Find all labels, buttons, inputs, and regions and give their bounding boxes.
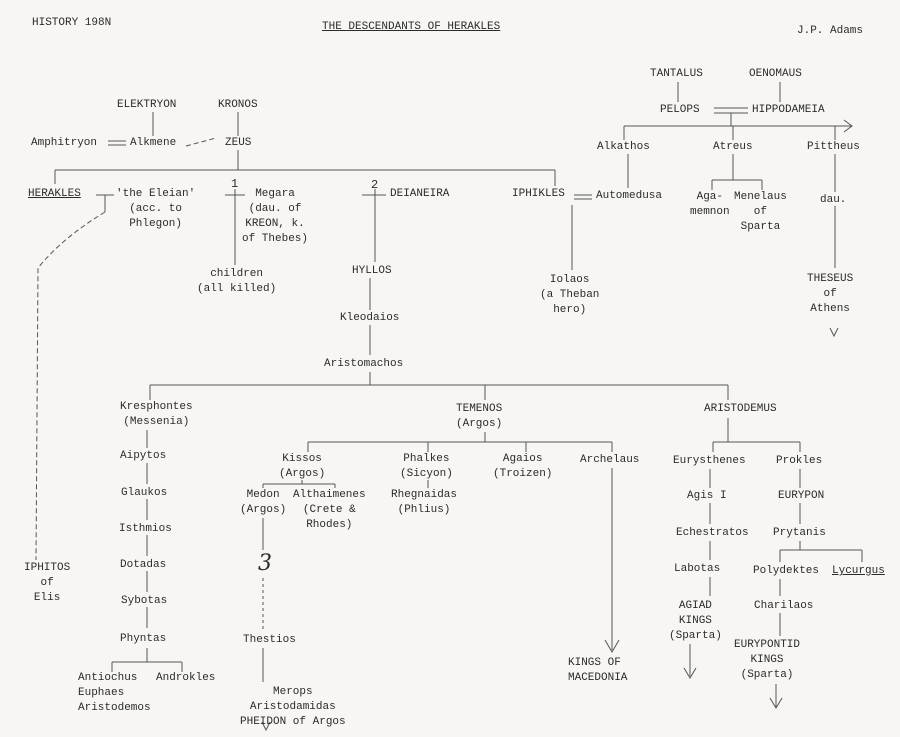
node-phyntas: Phyntas [120,633,167,645]
node-menelaus: Menelaus of Sparta [734,191,787,233]
node-althaimenes: Althaimenes (Crete & Rhodes) [293,489,366,531]
node-temenos: TEMENOS (Argos) [456,403,503,430]
node-theseus: THESEUS of Athens [807,273,854,315]
node-herakles: HERAKLES [28,188,81,200]
node-iphikles: IPHIKLES [512,188,565,200]
node-lycurgus: Lycurgus [832,565,885,577]
node-labotas: Labotas [674,563,721,575]
node-pelops: PELOPS [660,104,700,116]
node-eurypon: EURYPON [778,490,825,502]
node-prokles: Prokles [776,455,823,467]
node-iolaos: Iolaos (a Theban hero) [540,274,600,316]
node-agamemnon: Aga- memnon [690,191,730,218]
node-kissos: Kissos (Argos) [279,453,326,480]
node-phalkes: Phalkes (Sicyon) [400,453,453,480]
marriage-number-2: 2 [371,178,379,192]
node-agiad-kings: AGIAD KINGS (Sparta) [669,600,722,642]
author-label: J.P. Adams [797,25,864,37]
node-antiochus: Antiochus Euphaes Aristodemos [78,672,151,714]
node-automedusa: Automedusa [596,190,663,202]
node-alkathos: Alkathos [597,141,650,153]
node-aristomachos: Aristomachos [324,358,404,370]
page-title: THE DESCENDANTS OF HERAKLES [322,21,501,33]
node-kresphontes: Kresphontes (Messenia) [120,401,193,428]
node-glaukos: Glaukos [121,487,168,499]
node-deianeira: DEIANEIRA [390,188,450,200]
node-pittheus: Pittheus [807,141,860,153]
node-tantalus: TANTALUS [650,68,703,80]
node-megara: Megara (dau. of KREON, k. of Thebes) [242,188,309,245]
node-agis: Agis I [687,490,727,502]
node-archelaus: Archelaus [580,454,640,466]
node-iphitos: IPHITOS of Elis [24,562,71,604]
node-kronos: KRONOS [218,99,258,111]
node-thestios: Thestios [243,634,296,646]
node-charilaos: Charilaos [754,600,814,612]
node-kleodaios: Kleodaios [340,312,400,324]
node-the-eleian: 'the Eleian' (acc. to Phlegon) [116,188,196,230]
node-polydektes: Polydektes [753,565,820,577]
node-eurysthenes: Eurysthenes [673,455,746,467]
node-medon: Medon (Argos) [240,489,287,516]
node-elektryon: ELEKTRYON [117,99,177,111]
node-aristodemus: ARISTODEMUS [704,403,777,415]
generation-gap-3: 3 [258,551,272,576]
node-alkmene: Alkmene [130,137,177,149]
node-hippodameia: HIPPODAMEIA [752,104,825,116]
node-rhegnaidas: Rhegnaidas (Phlius) [391,489,458,516]
node-dotadas: Dotadas [120,559,167,571]
node-sybotas: Sybotas [121,595,168,607]
node-eurypontid-kings: EURYPONTID KINGS (Sparta) [734,639,801,681]
node-zeus: ZEUS [225,137,252,149]
node-isthmios: Isthmios [119,523,172,535]
node-prytanis: Prytanis [773,527,826,539]
node-aipytos: Aipytos [120,450,167,462]
node-children: children (all killed) [197,268,277,295]
node-amphitryon: Amphitryon [31,137,98,149]
node-merops: Merops Aristodamidas PHEIDON of Argos [240,686,346,728]
node-kings-of-macedonia: KINGS OF MACEDONIA [568,657,628,684]
node-hyllos: HYLLOS [352,265,392,277]
node-dau: dau. [820,194,847,206]
node-androkles: Androkles [156,672,216,684]
marriage-number-1: 1 [231,177,239,191]
node-atreus: Atreus [713,141,753,153]
node-oenomaus: OENOMAUS [749,68,802,80]
course-label: HISTORY 198N [32,17,112,29]
node-echestratos: Echestratos [676,527,749,539]
node-agaios: Agaios (Troizen) [493,453,553,480]
